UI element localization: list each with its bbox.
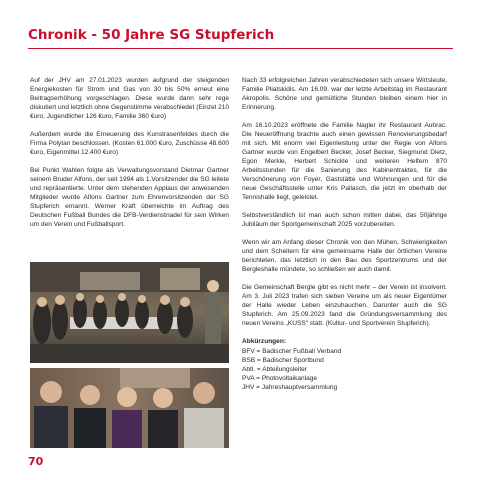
paragraph-bergle-kuss: Die Gemeinschaft Bergle gibt es nicht mehr – der Verein ist insolvent. Am 3. Juli 2023 trafen sich sieben Vereine um als neuer Eigentümer der Halle wieder Leben einzuhauchen. Darunter auch die SG Stupferich. Am 25.09.2023 fand die Gründungsversammlung des neuen Vereins „KUSS“ statt. (Kultur- und Sportverein Stupferich).	[242, 284, 447, 327]
paragraph-farewell-hosts: Nach 33 erfolgreichen Jahren verabschiedeten sich unsere Wirtsleute, Familie Pliatskidis. Am 16.09. war der letzte Arbeitstag im Restaurant Akropolis. Schöne und gemütliche Stunden bleiben einem hier in Erinnerung.	[242, 77, 447, 111]
abbreviation-item: BFV = Badischer Fußball Verband	[242, 348, 342, 355]
photo-assembly-applause	[30, 262, 229, 363]
paragraph-artificial-turf: Außerdem wurde die Erneuerung des Kunstrasenfeldes durch die Firma Polytan beschlossen. (Kosten 61.000 €uro, Zuschüsse 48.600 €uro, Eigenmittel 12.400 €uro)	[30, 131, 229, 156]
paragraph-restaurant-aubrac: Am 16.10.2023 eröffnete die Familie Nagler ihr Restaurant Aubrac. Die Neueröffnung brachte auch einen gewissen Renovierungsbedarf mit sich. Mit enorm viel Eigenleistung unter der Regie von Alfons Gartner wurde von Engelbert Becker, Josef Becker, Siegmund Dietz, Egon Merkle, Herbert Schickle und weiteren Helfern 870 Arbeitsstunden für die Sanierung des Kabinentraktes, für die Verschönerung von Foyer, Gaststätte und Wohnungen und für die neue Geschäftsstelle unter Kris Pallasch, die jetzt im oberhalb der Tennishalle liegt, geleistet.	[242, 122, 447, 201]
paragraph-chronicle-close: Wenn wir am Anfang dieser Chronik von den Mühen, Schwierigkeiten und dem Scheitern für eine gemeinsame Halle der örtlichen Vereine berichteten, das letztlich in den Bau des Sportzentrums und der Bergleshalle mündete, so schließen wir auch damit.	[242, 239, 447, 273]
photo-group-portrait	[30, 368, 229, 448]
title-bar	[28, 24, 453, 50]
right-column	[242, 76, 447, 392]
left-column	[30, 76, 229, 238]
paragraph-anniversary: Selbstverständlich ist man auch schon mitten dabei, das 50jährige Jubiläum der Sportgemeinschaft 2025 vorzubereiten.	[242, 212, 447, 228]
abbreviation-item: PVA = Photovoltaikanlage	[242, 375, 318, 382]
page-title: Chronik - 50 Jahre SG Stupferich	[28, 27, 275, 43]
abbreviations-heading: Abkürzungen:	[242, 338, 287, 345]
page-number: 70	[28, 455, 44, 468]
abbreviations-block	[242, 337, 447, 392]
paragraph-elections: Bei Punkt Wahlen folgte als Verwaltungsvorstand Dietmar Gartner seinem Bruder Alfons, der seit 1994 als 1.Vorsitzender die SG leitete und repräsentierte. Unter dem stehenden Applaus der anwesenden Mitglieder wurde Alfons Gartner zum Ehrenvorsitzenden der SG Stupferich ernannt. Werner Kraft überreichte im Auftrag des Deutschen Fußball Bundes die DFB-Verdienstnadel für sein Wirken um den Verein und Fußballsport.	[30, 167, 229, 228]
abbreviation-item: JHV = Jahreshauptversammlung	[242, 384, 338, 391]
title-divider	[28, 48, 453, 49]
abbreviation-item: Abtl. = Abteilungsleiter	[242, 366, 307, 373]
paragraph-jhv-fees: Auf der JHV am 27.01.2023 wurden aufgrund der steigenden Energiekosten für Strom und Gas von 30 bis 50% erneut eine Beitragserhöhung vorgeschlagen. Diese wurde dann sehr rege diskutiert und letztlich ohne Gegenstimme verabschiedet (Einzel 210 €uro, Jugendlicher 126 €uro, Familie 360 €uro)	[30, 77, 229, 120]
abbreviation-item: BSB = Badischer Sportbund	[242, 357, 324, 364]
